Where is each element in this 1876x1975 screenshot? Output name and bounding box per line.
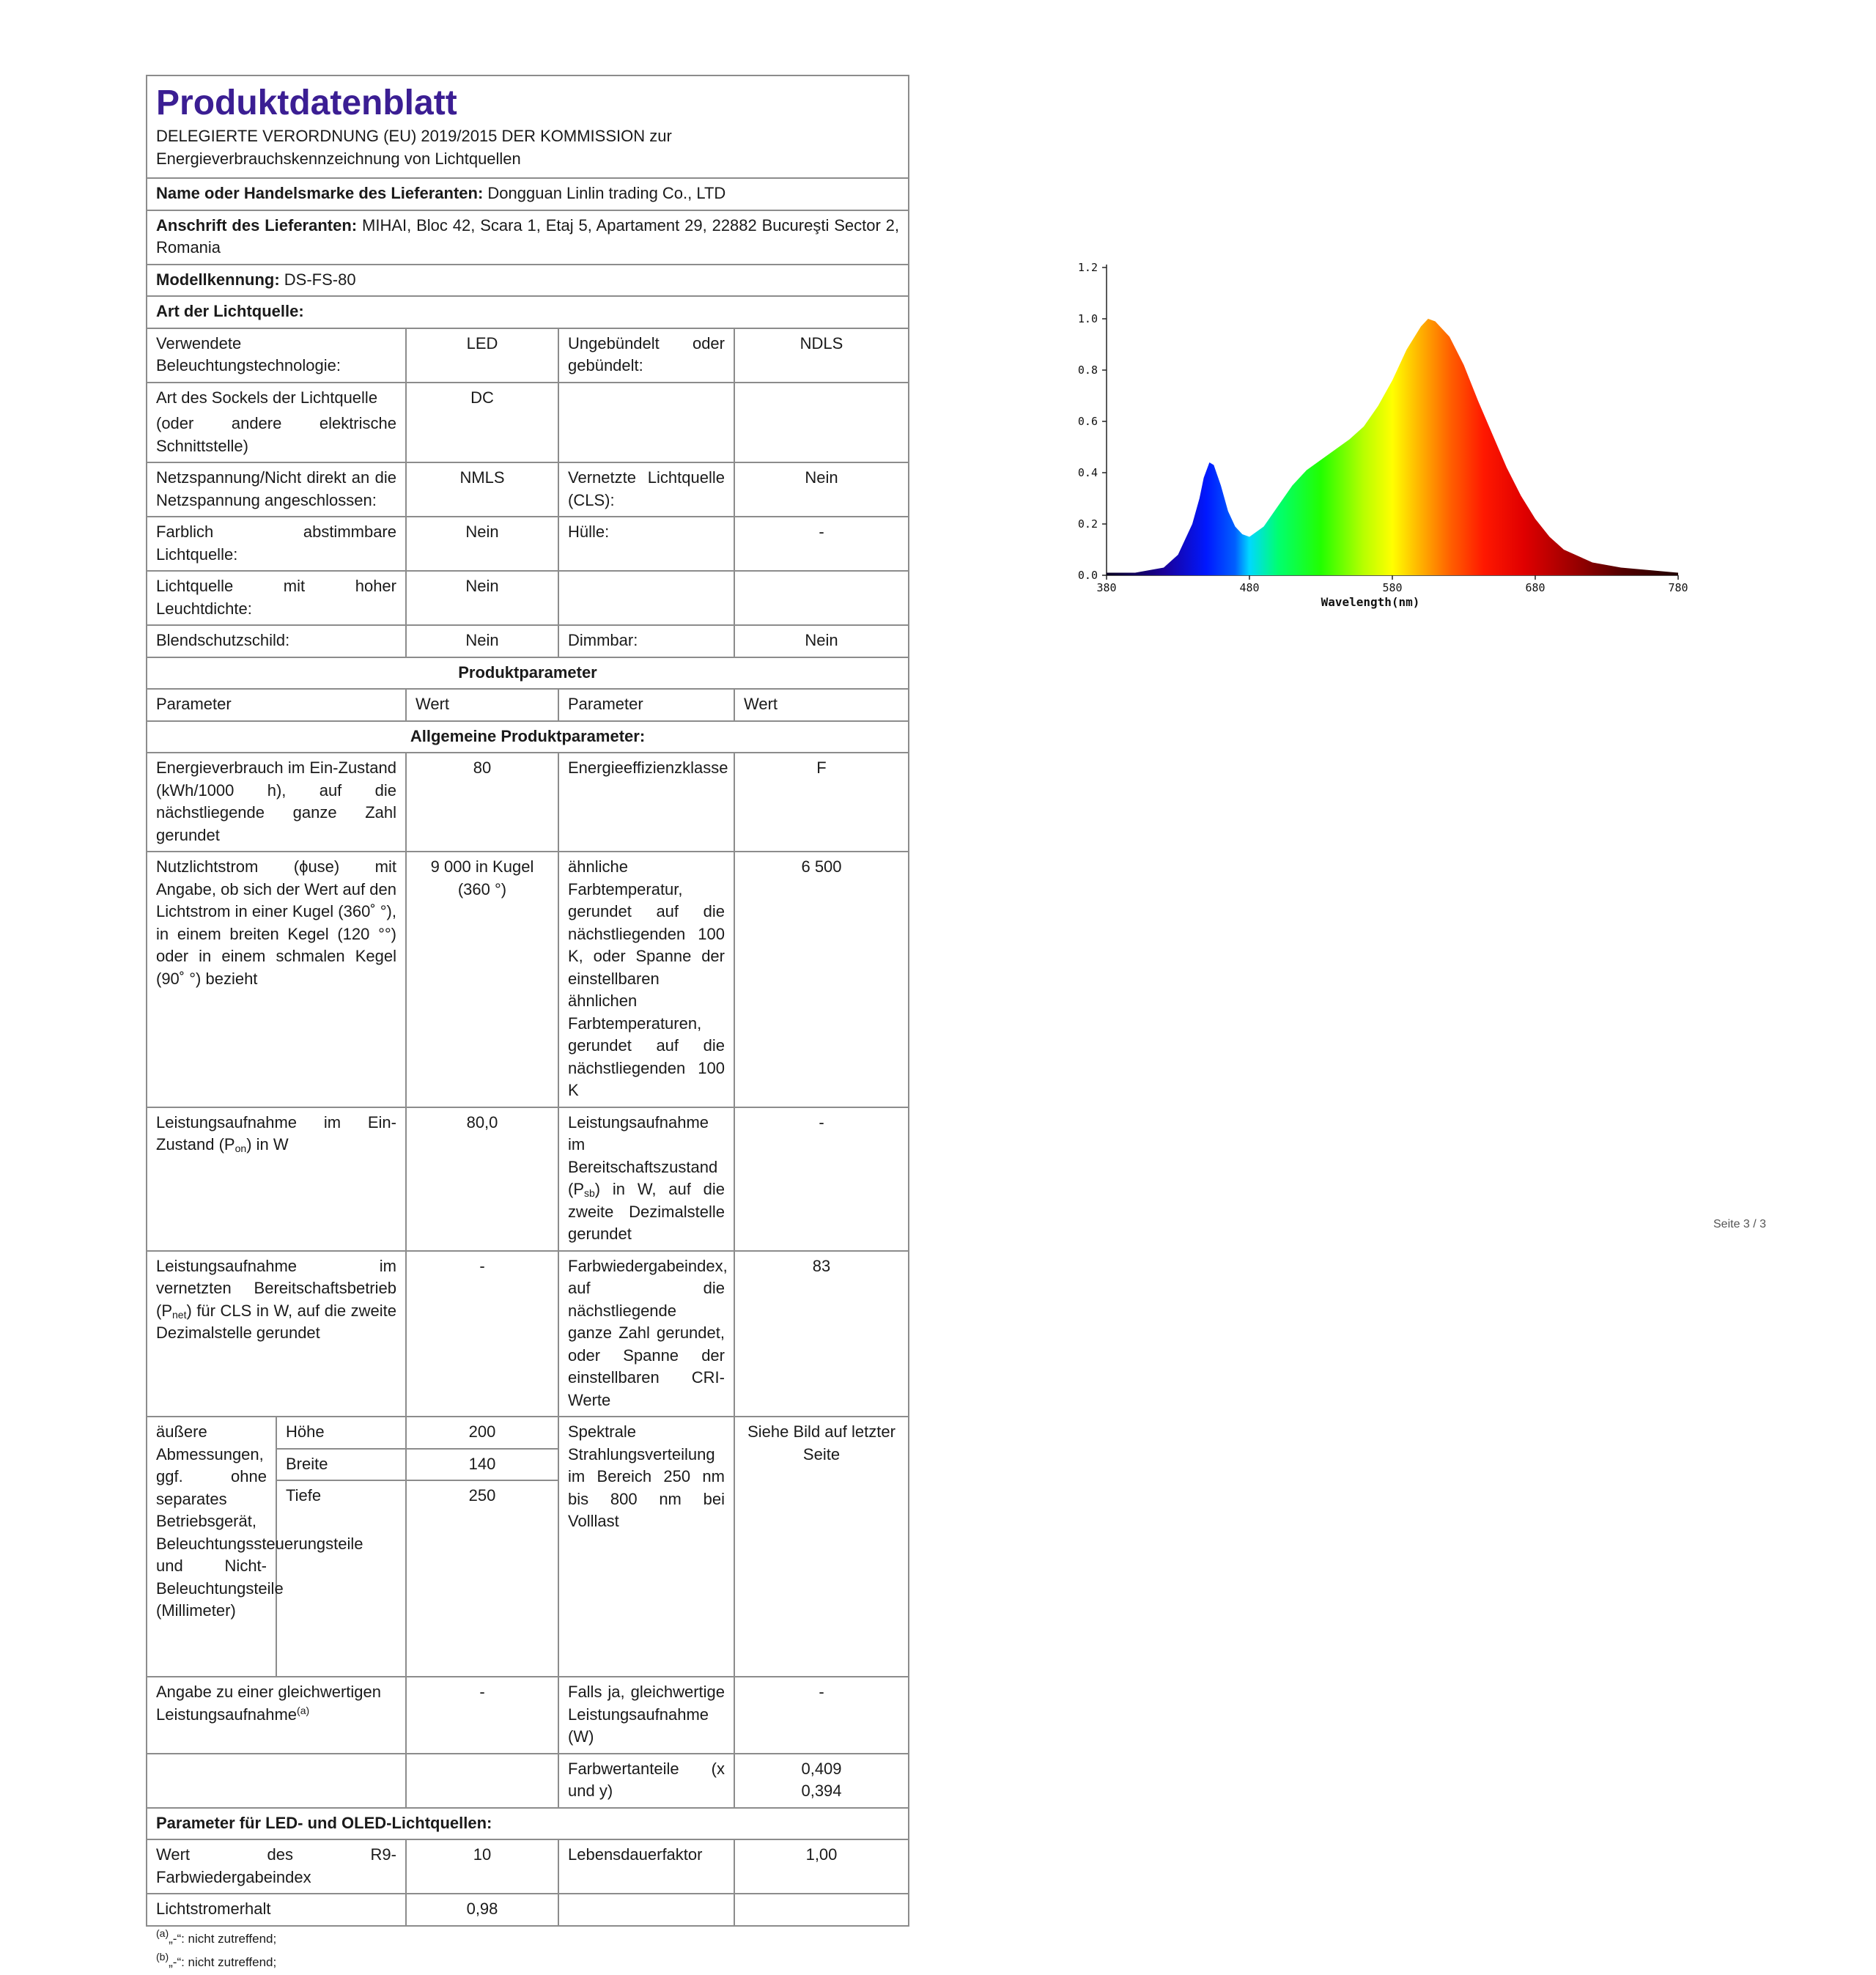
x-tick-label: 580 — [1382, 581, 1403, 594]
value-cell: F — [734, 753, 909, 852]
model-row — [147, 265, 909, 297]
regulation-text: DELEGIERTE VERORDNUNG (EU) 2019/2015 DER KOMMISSION zur Energieverbrauchskennzeichnung von Lichtquellen — [156, 127, 672, 168]
column-header: Wert — [734, 689, 909, 721]
table-row — [147, 571, 909, 625]
table-row — [147, 852, 909, 1107]
column-header-row — [147, 689, 909, 721]
param-cell: Spektrale Strahlungsverteilung im Bereich 250 nm bis 800 nm bei Volllast — [558, 1417, 734, 1677]
x-axis-ticks — [1096, 575, 1688, 594]
param-cell — [147, 1677, 406, 1754]
supplier-name-label: Name oder Handelsmarke des Lieferanten: — [156, 184, 484, 202]
y-tick-label: 1.2 — [1077, 261, 1098, 274]
table-row — [147, 462, 909, 517]
table-row — [147, 328, 909, 383]
table-row — [147, 1417, 909, 1449]
param-cell: Farblich abstimmbare Lichtquelle: — [147, 517, 406, 571]
page-number: Seite 3 / 3 — [1713, 1218, 1767, 1230]
value-cell — [406, 1754, 558, 1808]
param-cell — [147, 1251, 406, 1417]
value-cell: Nein — [734, 625, 909, 657]
value-cell: 10 — [406, 1839, 558, 1894]
x-tick-label: 380 — [1096, 581, 1117, 594]
text-fragment: Angabe zu einer gleichwertigen Leistungsaufnahme — [156, 1683, 381, 1724]
subscript: sb — [584, 1187, 595, 1199]
table-row — [147, 625, 909, 657]
product-data-sheet — [146, 75, 908, 1975]
value-cell: 80 — [406, 753, 558, 852]
param-cell — [147, 1107, 406, 1251]
text-fragment: Leistungsaufnahme im Ein-Zustand (P — [156, 1112, 396, 1153]
table-row — [147, 1251, 909, 1417]
x-axis-label: Wavelength(nm) — [1321, 595, 1420, 609]
param-cell — [558, 1107, 734, 1251]
param-cell: Energieverbrauch im Ein-Zustand (kWh/1000 h), auf die nächstliegende ganze Zahl gerundet — [147, 753, 406, 852]
value-cell: - — [406, 1251, 558, 1417]
y-tick-label: 0.2 — [1077, 517, 1098, 531]
value-cell: 6 500 — [734, 852, 909, 1107]
value-cell: - — [734, 1677, 909, 1754]
param-cell: ähnliche Farbtemperatur, gerundet auf die nächstliegenden 100 K, oder Spanne der einstellbaren ähnlichen Farbtemperaturen, gerundet auf die nächstliegenden 100 K — [558, 852, 734, 1107]
x-tick-label: 680 — [1525, 581, 1546, 594]
section-heading-row — [147, 1808, 909, 1840]
supplier-name-value: Dongguan Linlin trading Co., LTD — [487, 184, 726, 202]
section-heading-row — [147, 657, 909, 690]
value-cell: NMLS — [406, 462, 558, 517]
y-tick-label: 1.0 — [1077, 312, 1098, 325]
datasheet-table — [146, 75, 909, 1927]
value-cell — [734, 1754, 909, 1808]
param-cell: Farbwiedergabeindex, auf die nächstliegende ganze Zahl gerundet, oder Spanne der einstellbaren CRI-Werte — [558, 1251, 734, 1417]
value-cell: 9 000 in Kugel (360 °) — [406, 852, 558, 1107]
param-cell — [147, 383, 406, 463]
param-cell: Lichtstromerhalt — [147, 1894, 406, 1926]
y-tick-label: 0.0 — [1077, 569, 1098, 582]
footnote-ref: (a) — [297, 1704, 310, 1716]
chromaticity-x: 0,409 — [801, 1759, 842, 1778]
table-row — [147, 383, 909, 463]
text-fragment: ) in W, auf die zweite Dezimalstelle gerundet — [568, 1180, 725, 1243]
y-tick-label: 0.6 — [1077, 415, 1098, 428]
footnote-text: „-“: nicht zutreffend; — [169, 1954, 277, 1969]
subscript: on — [234, 1142, 247, 1154]
value-cell: LED — [406, 328, 558, 383]
x-tick-label: 780 — [1668, 581, 1688, 594]
param-cell: Vernetzte Lichtquelle (CLS): — [558, 462, 734, 517]
y-tick-label: 0.8 — [1077, 363, 1098, 377]
x-tick-label: 480 — [1239, 581, 1260, 594]
text-fragment: Leistungsaufnahme im Bereitschaftszustand (P — [568, 1112, 718, 1198]
param-cell: Dimmbar: — [558, 625, 734, 657]
chromaticity-y: 0,394 — [801, 1782, 842, 1800]
value-cell: 0,98 — [406, 1894, 558, 1926]
param-cell: Hülle: — [558, 517, 734, 571]
general-parameters-heading: Allgemeine Produktparameter: — [147, 721, 909, 753]
column-header: Parameter — [558, 689, 734, 721]
dimension-width-label: Breite — [276, 1449, 406, 1481]
table-row — [147, 517, 909, 571]
text-fragment: ) in W — [246, 1135, 289, 1153]
supplier-address-value: MIHAI, Bloc 42, Scara 1, Etaj 5, Apartament 29, 22882 Bucureşti Sector 2, Romania — [156, 215, 899, 256]
table-row — [147, 753, 909, 852]
dimension-height-label: Höhe — [276, 1417, 406, 1449]
param-cell — [558, 571, 734, 625]
footnote — [146, 1950, 908, 1975]
dimension-depth-label: Tiefe — [276, 1480, 406, 1677]
value-cell: 83 — [734, 1251, 909, 1417]
value-cell: Nein — [406, 571, 558, 625]
footnote-text: „-“: nicht zutreffend; — [169, 1931, 277, 1946]
footnote — [146, 1927, 908, 1952]
footnote-mark: (b) — [156, 1950, 169, 1963]
table-row — [147, 1677, 909, 1754]
supplier-address-row — [147, 210, 909, 265]
value-cell: NDLS — [734, 328, 909, 383]
table-row — [147, 1754, 909, 1808]
param-cell: Netzspannung/Nicht direkt an die Netzspannung angeschlossen: — [147, 462, 406, 517]
value-cell: Nein — [406, 517, 558, 571]
spectrum-area — [1107, 319, 1678, 575]
type-heading-row — [147, 296, 909, 328]
param-cell: Blendschutzschild: — [147, 625, 406, 657]
param-cell: Falls ja, gleichwertige Leistungsaufnahme (W) — [558, 1677, 734, 1754]
column-header: Parameter — [147, 689, 406, 721]
section-heading-row — [147, 721, 909, 753]
title-row — [147, 75, 909, 178]
type-section-heading: Art der Lichtquelle: — [147, 296, 909, 328]
value-cell: Siehe Bild auf letzter Seite — [734, 1417, 909, 1677]
model-label: Modellkennung: — [156, 270, 280, 289]
param-cell: Verwendete Beleuchtungstechnologie: — [147, 328, 406, 383]
page-title: Produktdatenblatt — [156, 84, 457, 122]
supplier-name-row — [147, 178, 909, 210]
value-cell — [734, 571, 909, 625]
value-cell — [734, 1894, 909, 1926]
subscript: net — [172, 1308, 187, 1321]
value-cell: 80,0 — [406, 1107, 558, 1251]
value-cell: 1,00 — [734, 1839, 909, 1894]
value-cell: Nein — [734, 462, 909, 517]
param-cell: Ungebündelt oder gebündelt: — [558, 328, 734, 383]
y-tick-label: 0.4 — [1077, 466, 1098, 479]
y-axis-ticks — [1078, 261, 1107, 582]
dimensions-label: äußere Abmessungen, ggf. ohne separates Betriebsgerät, Beleuchtungssteuerungsteile und Nicht-Beleuchtungsteile (Millimeter) — [147, 1417, 276, 1677]
value-cell: - — [406, 1677, 558, 1754]
product-parameters-heading: Produktparameter — [147, 657, 909, 690]
supplier-address-label: Anschrift des Lieferanten: — [156, 215, 358, 235]
value-cell: - — [734, 517, 909, 571]
param-cell: Farbwertanteile (x und y) — [558, 1754, 734, 1808]
param-cell: Energieeffizienzklasse — [558, 753, 734, 852]
param-cell — [558, 1894, 734, 1926]
param-cell: Lichtquelle mit hoher Leuchtdichte: — [147, 571, 406, 625]
value-cell — [734, 383, 909, 463]
param-cell: Wert des R9-Farbwiedergabeindex — [147, 1839, 406, 1894]
text-fragment: Leistungsaufnahme im vernetzten Bereitschaftsbetrieb (P — [156, 1256, 396, 1320]
dimension-width-value: 140 — [406, 1449, 558, 1481]
led-parameters-heading: Parameter für LED- und OLED-Lichtquellen: — [147, 1808, 909, 1840]
table-row — [147, 1894, 909, 1926]
dimension-depth-value: 250 — [406, 1480, 558, 1677]
param-cell — [147, 1754, 406, 1808]
spectral-distribution-chart — [1055, 253, 1715, 619]
model-value: DS-FS-80 — [284, 270, 356, 289]
param-cell — [558, 383, 734, 463]
socket-label: Art des Sockels der Lichtquelle — [156, 388, 378, 407]
param-cell: Lebensdauerfaktor — [558, 1839, 734, 1894]
param-cell: Nutzlichtstrom (ϕuse) mit Angabe, ob sich der Wert auf den Lichtstrom in einer Kugel (360˚ °), in einem breiten Kegel (120 °°) oder in einem schmalen Kegel (90˚ °) bezieht — [147, 852, 406, 1107]
value-cell: - — [734, 1107, 909, 1251]
text-fragment: ) für CLS in W, auf die zweite Dezimalstelle gerundet — [156, 1301, 396, 1342]
value-cell: DC — [406, 383, 558, 463]
table-row — [147, 1839, 909, 1894]
footnote-mark: (a) — [156, 1927, 169, 1939]
column-header: Wert — [406, 689, 558, 721]
socket-sublabel: (oder andere elektrische Schnittstelle) — [156, 414, 396, 455]
value-cell: Nein — [406, 625, 558, 657]
table-row — [147, 1107, 909, 1251]
dimension-height-value: 200 — [406, 1417, 558, 1449]
